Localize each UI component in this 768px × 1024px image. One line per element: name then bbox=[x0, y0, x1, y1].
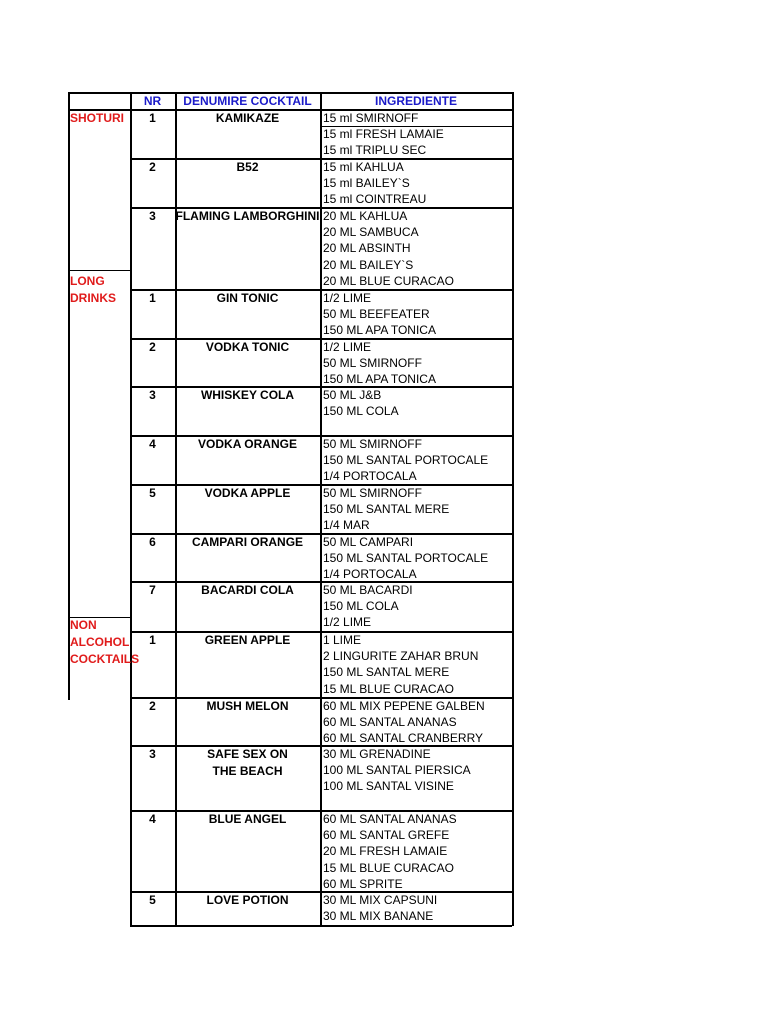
ingredient: 15 ML BLUE CURACAO bbox=[323, 681, 454, 696]
ingredient: 60 ML SANTAL ANANAS bbox=[323, 715, 457, 730]
ingredient: 100 ML SANTAL PIERSICA bbox=[323, 763, 471, 778]
cocktail-name: VODKA ORANGE bbox=[198, 437, 297, 451]
ingredient: 150 ML SANTAL PORTOCALE bbox=[323, 453, 489, 468]
category-left-border bbox=[68, 92, 70, 700]
row-nr: 2 bbox=[149, 699, 156, 713]
ingredient: 2 LINGURITE ZAHAR BRUN bbox=[323, 649, 479, 664]
category-label: SHOTURI bbox=[70, 111, 124, 125]
row-nr: 3 bbox=[149, 747, 156, 761]
row-nr: 1 bbox=[149, 111, 156, 125]
cocktail-name: KAMIKAZE bbox=[215, 111, 280, 125]
ingredient: 15 ml FRESH LAMAIE bbox=[323, 127, 444, 142]
cocktail-name: GREEN APPLE bbox=[204, 633, 291, 647]
ingredient: 20 ML BLUE CURACAO bbox=[323, 273, 454, 288]
cocktail-name: FLAMING LAMBORGHINI bbox=[175, 209, 320, 223]
ingredient: 150 ML APA TONICA bbox=[323, 323, 436, 338]
ingredient: 50 ML SMIRNOFF bbox=[323, 437, 422, 451]
ingredient: 20 ML KAHLUA bbox=[323, 209, 408, 223]
row-nr: 6 bbox=[149, 535, 156, 549]
ingredient: 20 ML FRESH LAMAIE bbox=[323, 844, 448, 859]
ingredient: 150 ML COLA bbox=[323, 599, 399, 614]
row-nr: 4 bbox=[149, 812, 156, 826]
table-right-border bbox=[512, 92, 514, 926]
cocktail-name: VODKA APPLE bbox=[204, 486, 291, 500]
cocktail-name: BLUE ANGEL bbox=[208, 812, 287, 826]
row-nr: 1 bbox=[149, 291, 156, 305]
ingredient: 30 ML GRENADINE bbox=[323, 747, 431, 761]
cocktail-name: BACARDI COLA bbox=[201, 583, 294, 597]
row-nr: 4 bbox=[149, 437, 156, 451]
ingredient: 15 ml BAILEY`S bbox=[323, 176, 410, 191]
ingredient: 1/4 MAR bbox=[323, 518, 370, 533]
row-nr: 3 bbox=[149, 388, 156, 402]
ingredient: 15 ml SMIRNOFF bbox=[323, 111, 419, 125]
cocktail-name: WHISKEY COLA bbox=[200, 388, 295, 402]
ingredient: 150 ML APA TONICA bbox=[323, 372, 436, 387]
category-label: COCKTAILS bbox=[70, 652, 140, 666]
category-label: ALCOHOL bbox=[70, 635, 130, 649]
ingredient: 15 ml KAHLUA bbox=[323, 160, 404, 174]
ingredient: 30 ML MIX CAPSUNI bbox=[323, 893, 438, 907]
row-nr: 3 bbox=[149, 209, 156, 223]
cocktail-name: LOVE POTION bbox=[206, 893, 289, 907]
ingredient: 1/4 PORTOCALA bbox=[323, 567, 417, 582]
ingredient: 20 ML BAILEY`S bbox=[323, 257, 414, 272]
ingredient: 15 ml COINTREAU bbox=[323, 192, 427, 207]
ingredient: 50 ML CAMPARI bbox=[323, 535, 414, 549]
header-nr: NR bbox=[143, 94, 162, 108]
ingredient: 1/2 LIME bbox=[323, 615, 372, 630]
category-divider bbox=[68, 270, 130, 271]
cocktail-name: GIN TONIC bbox=[216, 291, 279, 305]
row-nr: 2 bbox=[149, 340, 156, 354]
ingredient: 60 ML MIX PEPENE GALBEN bbox=[323, 699, 485, 713]
ingredient: 50 ML SMIRNOFF bbox=[323, 356, 422, 371]
header-ingredients: INGREDIENTE bbox=[374, 94, 457, 108]
row-nr: 1 bbox=[149, 633, 156, 647]
ingredient: 150 ML SANTAL MERE bbox=[323, 502, 450, 517]
ingredient: 150 ML COLA bbox=[323, 404, 399, 419]
cocktail-name: THE BEACH bbox=[212, 764, 283, 778]
ingredient: 60 ML SPRITE bbox=[323, 876, 403, 891]
ingredient: 60 ML SANTAL GREFE bbox=[323, 828, 450, 843]
ingredient: 1 LIME bbox=[323, 633, 362, 647]
ingredient: 1/4 PORTOCALA bbox=[323, 469, 417, 484]
row-nr: 5 bbox=[149, 486, 156, 500]
category-label: DRINKS bbox=[70, 291, 117, 305]
ingredient: 15 ml TRIPLU SEC bbox=[323, 143, 427, 158]
ingredient: 50 ML SMIRNOFF bbox=[323, 486, 422, 500]
ingredient: 1/2 LIME bbox=[323, 291, 372, 305]
category-label: NON bbox=[70, 618, 97, 632]
row-divider bbox=[130, 925, 512, 927]
row-nr: 7 bbox=[149, 583, 156, 597]
ingredient: 150 ML SANTAL PORTOCALE bbox=[323, 551, 489, 566]
ingredient: 20 ML ABSINTH bbox=[323, 241, 411, 256]
row-nr: 2 bbox=[149, 160, 156, 174]
cocktail-name: SAFE SEX ON bbox=[207, 747, 288, 761]
cocktail-name: MUSH MELON bbox=[206, 699, 289, 713]
cocktail-name: B52 bbox=[236, 160, 259, 174]
ingredient: 60 ML SANTAL CRANBERRY bbox=[323, 731, 484, 746]
ingredient: 100 ML SANTAL VISINE bbox=[323, 779, 454, 794]
ingredient: 50 ML BEEFEATER bbox=[323, 307, 430, 322]
ingredient: 1/2 LIME bbox=[323, 340, 372, 354]
ingredient-separator bbox=[320, 126, 512, 127]
ingredient: 150 ML SANTAL MERE bbox=[323, 665, 450, 680]
ingredient: 30 ML MIX BANANE bbox=[323, 909, 434, 924]
ingredient: 50 ML J&B bbox=[323, 388, 382, 402]
ingredient: 60 ML SANTAL ANANAS bbox=[323, 812, 457, 826]
ingredient: 20 ML SAMBUCA bbox=[323, 225, 419, 240]
cocktail-name: VODKA TONIC bbox=[205, 340, 290, 354]
header-name: DENUMIRE COCKTAIL bbox=[183, 94, 312, 108]
ingredient: 15 ML BLUE CURACAO bbox=[323, 860, 454, 875]
ingredient: 50 ML BACARDI bbox=[323, 583, 413, 597]
category-label: LONG bbox=[70, 274, 105, 288]
cocktail-name: CAMPARI ORANGE bbox=[191, 535, 304, 549]
row-nr: 5 bbox=[149, 893, 156, 907]
